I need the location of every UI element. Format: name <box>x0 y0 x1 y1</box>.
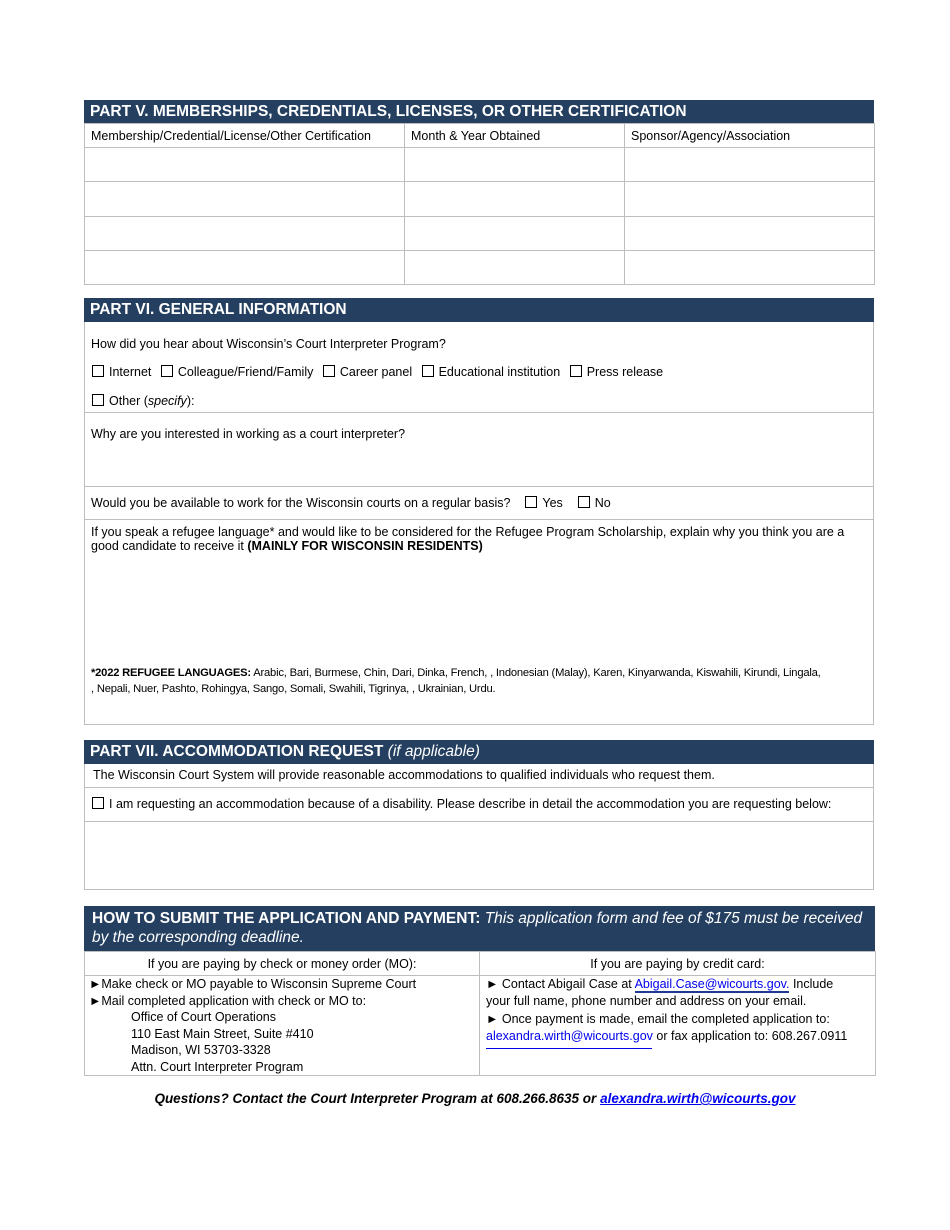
hear-options <box>92 365 669 379</box>
part-vii-header <box>84 740 874 764</box>
accommodation-option[interactable]: I am requesting an accommodation because of a disability. Please describe in detail the accommodation you are requesting below: <box>92 797 831 811</box>
part-vi-body <box>84 322 874 725</box>
payment-table <box>84 951 876 1076</box>
table-row <box>85 217 875 251</box>
checkbox-other[interactable] <box>92 394 104 406</box>
option-other[interactable]: Other (specify): <box>92 394 194 408</box>
abigail-email-link[interactable]: Abigail.Case@wicourts.gov. <box>634 977 790 991</box>
option-educational[interactable]: Educational institution <box>422 365 561 379</box>
checkbox-yes[interactable] <box>525 496 537 508</box>
why-interested-row[interactable] <box>85 412 873 487</box>
option-colleague[interactable]: Colleague/Friend/Family <box>161 365 313 379</box>
checkbox-colleague[interactable] <box>161 365 173 377</box>
part-v-title: PART V. MEMBERSHIPS, CREDENTIALS, LICENSES, OR OTHER CERTIFICATION <box>90 103 687 120</box>
checkbox-accommodation[interactable] <box>92 797 104 809</box>
refugee-question: If you speak a refugee language* and would like to be considered for the Refugee Program Scholarship, explain why you think you are a good candidate to receive it (MAINLY FOR WISCONSIN RESIDENTS) <box>91 525 845 553</box>
link-underline <box>486 1044 652 1049</box>
accommodation-request-row <box>85 787 873 821</box>
month-year-input[interactable] <box>405 148 625 182</box>
option-press-release[interactable]: Press release <box>570 365 663 379</box>
credential-input[interactable] <box>85 182 405 217</box>
part-vii-section <box>84 740 874 890</box>
table-row <box>85 251 875 285</box>
option-internet[interactable]: Internet <box>92 365 151 379</box>
sponsor-input[interactable] <box>625 251 875 285</box>
refugee-row[interactable] <box>85 519 873 724</box>
submit-header <box>84 906 875 951</box>
availability-question: Would you be available to work for the Wisconsin courts on a regular basis? <box>91 496 511 510</box>
credential-input[interactable] <box>85 217 405 251</box>
part-vii-title: PART VII. ACCOMMODATION REQUEST <box>90 743 384 760</box>
part-v-header <box>84 100 874 123</box>
credential-input[interactable] <box>85 148 405 182</box>
footer-email-link[interactable]: alexandra.wirth@wicourts.gov <box>600 1091 796 1106</box>
check-instructions: ►Make check or MO payable to Wisconsin Supreme Court ►Mail completed application with check or MO to: Office of Court Operations 110 East Main Street, Suite #410 Madison, WI 53703-3328 Attn. Court Interpreter Program <box>85 976 480 1076</box>
sponsor-input[interactable] <box>625 148 875 182</box>
month-year-input[interactable] <box>405 217 625 251</box>
table-row <box>85 182 875 217</box>
part-vi-section <box>84 298 874 725</box>
accommodation-description[interactable] <box>85 821 873 889</box>
availability-row <box>85 486 873 520</box>
mailing-address: Office of Court Operations 110 East Main Street, Suite #410 Madison, WI 53703-3328 Attn. Court Interpreter Program <box>131 1010 314 1074</box>
column-header-month-year: Month & Year Obtained <box>405 124 625 148</box>
submit-subtitle: This application form and fee of $175 must be received by the corresponding deadline. <box>92 910 863 946</box>
alexandra-email-link[interactable]: alexandra.wirth@wicourts.gov <box>486 1028 653 1043</box>
month-year-input[interactable] <box>405 182 625 217</box>
column-header-credential: Membership/Credential/License/Other Certification <box>85 124 405 148</box>
refugee-languages: *2022 REFUGEE LANGUAGES: Arabic, Bari, Burmese, Chin, Dari, Dinka, French, , Indonesian (Malay), Karen, Kinyarwanda, Kiswahili, Kirundi, Lingala, , Nepali, Nuer, Pashto, Rohingya, Sango, Somali, Swahili, Tigrinya, , Ukrainian, Urdu. <box>91 667 821 695</box>
payment-header-row <box>85 952 876 976</box>
submit-title: HOW TO SUBMIT THE APPLICATION AND PAYMENT: <box>92 910 481 927</box>
part-vi-header <box>84 298 874 322</box>
checkbox-press-release[interactable] <box>570 365 582 377</box>
card-instructions: ► Contact Abigail Case at Abigail.Case@wicourts.gov. Include your full name, phone number and address on your email. ► Once payment is made, email the completed application to: alexandra.wirth@wicourts.gov or fax application to: 608.267.0911 <box>480 976 876 1076</box>
submit-section <box>84 906 875 1076</box>
why-question: Why are you interested in working as a court interpreter? <box>91 427 406 441</box>
option-yes[interactable]: Yes <box>525 496 562 510</box>
checkbox-internet[interactable] <box>92 365 104 377</box>
checkbox-no[interactable] <box>578 496 590 508</box>
sponsor-input[interactable] <box>625 217 875 251</box>
part-vi-title: PART VI. GENERAL INFORMATION <box>90 301 347 318</box>
sponsor-input[interactable] <box>625 182 875 217</box>
checkbox-career-panel[interactable] <box>323 365 335 377</box>
footer-contact: Questions? Contact the Court Interpreter Program at 608.266.8635 or alexandra.wirth@wicourts.gov <box>154 1091 796 1106</box>
hear-question: How did you hear about Wisconsin’s Court Interpreter Program? <box>91 337 446 351</box>
column-header-sponsor: Sponsor/Agency/Association <box>625 124 875 148</box>
option-career-panel[interactable]: Career panel <box>323 365 412 379</box>
checkbox-educational[interactable] <box>422 365 434 377</box>
credentials-table <box>84 123 875 285</box>
option-no[interactable]: No <box>578 496 611 510</box>
month-year-input[interactable] <box>405 251 625 285</box>
payment-details-row <box>85 976 876 1076</box>
table-row <box>85 148 875 182</box>
accommodation-intro: The Wisconsin Court System will provide reasonable accommodations to qualified individuals who request them. <box>93 768 715 782</box>
table-header-row <box>85 124 875 148</box>
part-vii-title-note: (if applicable) <box>387 743 480 760</box>
part-vii-body <box>84 764 874 890</box>
check-column-header: If you are paying by check or money order (MO): <box>85 952 480 976</box>
card-column-header: If you are paying by credit card: <box>480 952 876 976</box>
part-v-section <box>84 100 874 285</box>
credential-input[interactable] <box>85 251 405 285</box>
